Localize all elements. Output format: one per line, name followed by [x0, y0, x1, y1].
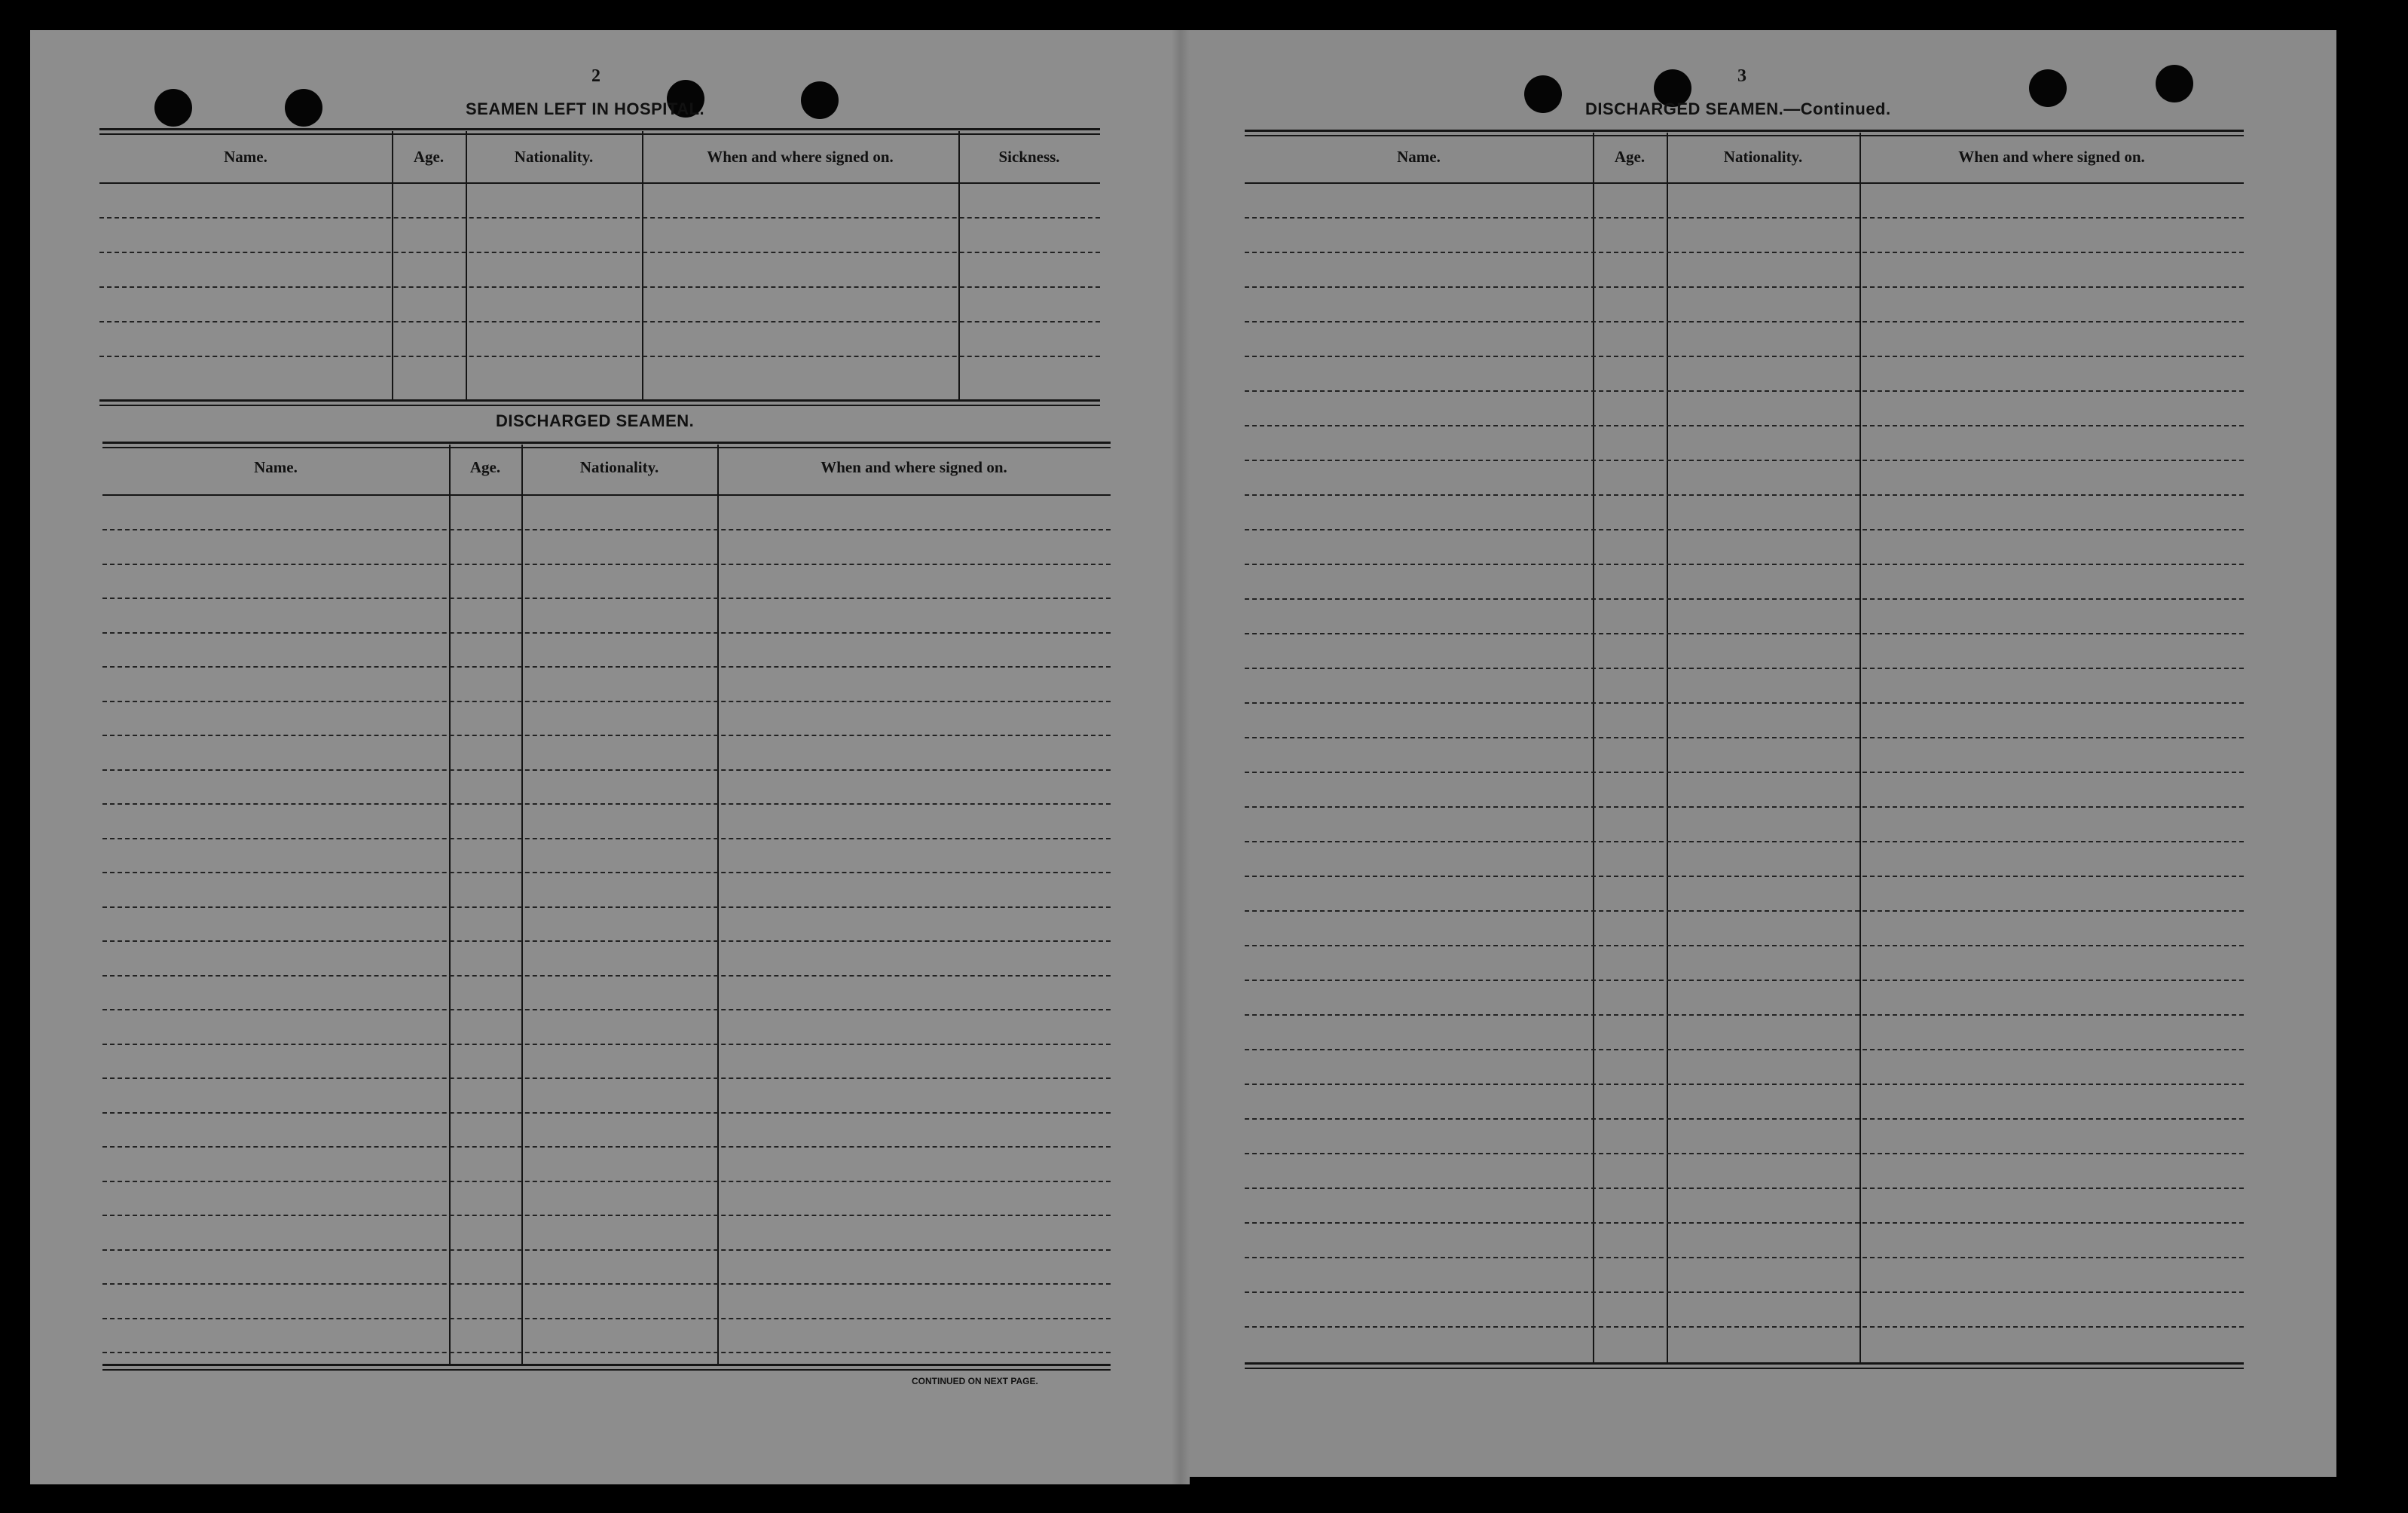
column-header-nationality: Nationality.	[579, 458, 659, 476]
row-line	[1245, 286, 2244, 288]
row-line	[102, 564, 1111, 565]
row-line	[102, 735, 1111, 736]
row-line	[102, 1318, 1111, 1319]
row-line	[102, 701, 1111, 702]
column-header-sickness: Sickness.	[998, 148, 1060, 166]
row-line	[102, 1146, 1111, 1148]
row-line	[1245, 702, 2244, 704]
column-header-signed-on: When and where signed on.	[820, 458, 1007, 476]
row-line	[102, 906, 1111, 908]
row-line	[1245, 598, 2244, 600]
row-line	[102, 1181, 1111, 1182]
page-number-left: 2	[591, 66, 600, 86]
row-line	[1245, 876, 2244, 877]
continued-note: CONTINUED ON NEXT PAGE.	[912, 1376, 1038, 1386]
row-line	[1245, 1014, 2244, 1016]
row-line	[102, 940, 1111, 942]
hospital-table	[99, 128, 1100, 405]
column-header-nationality: Nationality.	[1723, 148, 1803, 166]
row-line	[1245, 945, 2244, 946]
discharged-section-title: DISCHARGED SEAMEN.	[496, 411, 695, 430]
row-line	[1245, 980, 2244, 981]
row-line	[1245, 252, 2244, 253]
column-header-name: Name.	[254, 458, 298, 476]
row-line	[1245, 633, 2244, 634]
row-line	[1245, 772, 2244, 773]
row-line	[102, 529, 1111, 530]
row-line	[1245, 1153, 2244, 1154]
row-line	[102, 632, 1111, 634]
punch-hole	[2029, 69, 2067, 107]
row-line	[1245, 668, 2244, 669]
punch-hole	[801, 81, 839, 119]
row-line	[1245, 1326, 2244, 1328]
page-fold	[1172, 30, 1190, 1484]
row-line	[1245, 356, 2244, 357]
row-line	[1245, 321, 2244, 322]
row-line	[1245, 460, 2244, 461]
row-line	[102, 1215, 1111, 1216]
row-line	[1245, 1187, 2244, 1189]
page-number-right: 3	[1737, 66, 1746, 86]
row-line	[102, 598, 1111, 599]
row-line	[102, 1044, 1111, 1045]
row-line	[102, 1352, 1111, 1353]
row-line	[1245, 1291, 2244, 1293]
punch-hole	[154, 89, 192, 127]
column-header-signed-on: When and where signed on.	[1958, 148, 2145, 166]
row-line	[102, 838, 1111, 839]
column-header-nationality: Nationality.	[514, 148, 594, 166]
row-line	[1245, 841, 2244, 842]
column-header-age: Age.	[1614, 148, 1646, 166]
discharged-table-left	[102, 442, 1111, 1371]
row-line	[102, 1283, 1111, 1285]
hospital-section-title: SEAMEN LEFT IN HOSPITAL.	[466, 99, 705, 118]
punch-hole	[285, 89, 322, 127]
column-header-age: Age.	[469, 458, 501, 476]
column-header-name: Name.	[1397, 148, 1441, 166]
row-line	[102, 975, 1111, 977]
row-line	[102, 1112, 1111, 1114]
row-line	[1245, 737, 2244, 738]
row-line	[102, 872, 1111, 873]
discharged-continued-title: DISCHARGED SEAMEN.—Continued.	[1585, 99, 1891, 118]
punch-hole	[1524, 75, 1562, 113]
row-line	[1245, 390, 2244, 392]
row-line	[102, 803, 1111, 805]
row-line	[1245, 1257, 2244, 1258]
discharged-table-right	[1245, 130, 2244, 1368]
row-line	[102, 769, 1111, 771]
row-line	[1245, 1084, 2244, 1085]
punch-hole	[2156, 65, 2193, 102]
column-header-name: Name.	[224, 148, 267, 166]
row-line	[102, 666, 1111, 668]
column-header-signed-on: When and where signed on.	[707, 148, 894, 166]
row-line	[1245, 564, 2244, 565]
row-line	[1245, 1222, 2244, 1224]
row-line	[1245, 910, 2244, 912]
row-line	[1245, 1118, 2244, 1120]
column-header-age: Age.	[413, 148, 445, 166]
row-line	[1245, 494, 2244, 496]
row-line	[1245, 425, 2244, 426]
row-line	[102, 1077, 1111, 1079]
row-line	[1245, 217, 2244, 219]
row-line	[1245, 1049, 2244, 1050]
row-line	[1245, 529, 2244, 530]
row-line	[102, 1009, 1111, 1010]
row-line	[102, 1249, 1111, 1251]
row-line	[1245, 806, 2244, 808]
